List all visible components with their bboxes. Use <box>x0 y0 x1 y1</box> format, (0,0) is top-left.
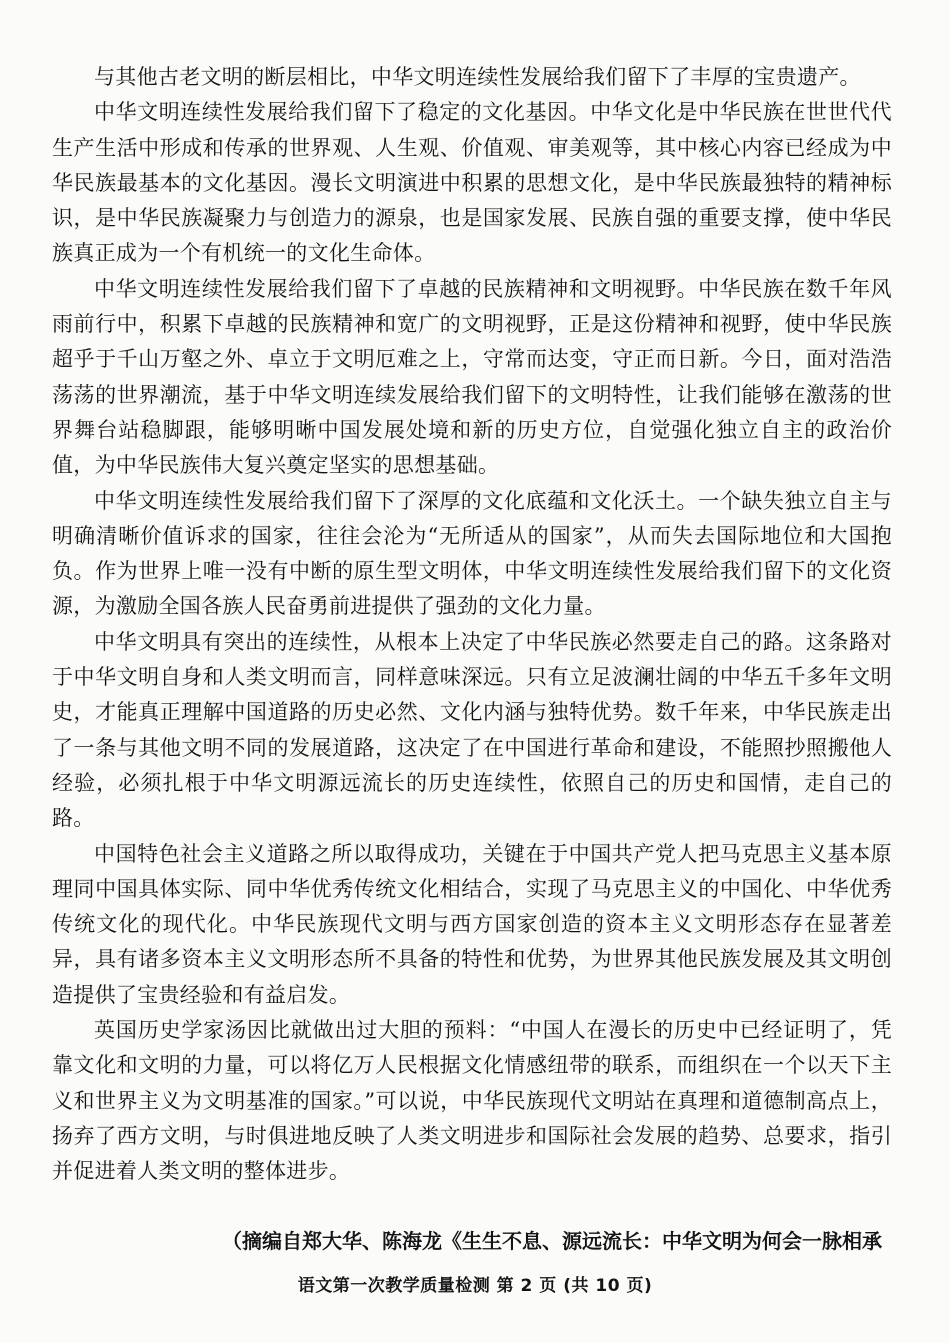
paragraph: 英国历史学家汤因比就做出过大胆的预料：“中国人在漫长的历史中已经证明了，凭靠文化和文明的力量，可以将亿万人民根据文化情感纽带的联系，而组织在一个以天下主义和世界主义为文明基准的国家。”可以说，中华民族现代文明站在真理和道德制高点上，扬弃了西方文明，与时俱进地反映了人类文明进步和国际社会发展的趋势、总要求，指引并促进着人类文明的整体进步。 <box>52 1018 892 1184</box>
paragraph: 中华文明连续性发展给我们留下了深厚的文化底蕴和文化沃土。一个缺失独立自主与明确清晰价值诉求的国家，往往会沦为“无所适从的国家”，从而失去国际地位和大国抱负。作为世界上唯一没有中断的原生型文明体，中华文明连续性发展给我们留下的文化资源，为激励全国各族人民奋勇前进提供了强劲的文化力量。 <box>52 488 892 619</box>
paragraph: 中华文明具有突出的连续性，从根本上决定了中华民族必然要走自己的路。这条路对于中华文明自身和人类文明而言，同样意味深远。只有立足波澜壮阔的中华五千多年文明史，才能真正理解中国道路的历史必然、文化内涵与独特优势。数千年来，中华民族走出了一条与其他文明不同的发展道路，这决定了在中国进行革命和建设，不能照抄照搬他人经验，必须扎根于中华文明源远流长的历史连续性，依照自己的历史和国情，走自己的路。 <box>52 629 892 831</box>
paragraph: 与其他古老文明的断层相比，中华文明连续性发展给我们留下了丰厚的宝贵遗产。 <box>94 65 861 89</box>
source-citation: （摘编自郑大华、陈海龙《生生不息、源远流长：中华文明为何会一脉相承 <box>222 1229 882 1253</box>
paragraph: 中华文明连续性发展给我们留下了卓越的民族精神和文明视野。中华民族在数千年风雨前行中，积累下卓越的民族精神和宽广的文明视野，正是这份精神和视野，使中华民族超乎于千山万壑之外、卓立于文明厄难之上，守常而达变，守正而日新。今日，面对浩浩荡荡的世界潮流，基于中华文明连续发展给我们留下的文明特性，让我们能够在激荡的世界舞台站稳脚跟，能够明晰中国发展处境和新的历史方位，自觉强化独立自主的政治价值，为中华民族伟大复兴奠定坚实的思想基础。 <box>52 276 892 478</box>
article-body <box>52 60 892 1190</box>
paragraph: 中华文明连续性发展给我们留下了稳定的文化基因。中华文化是中华民族在世世代代生产生活中形成和传承的世界观、人生观、价值观、审美观等，其中核心内容已经成为中华民族最基本的文化基因。漫长文明演进中积累的思想文化，是中华民族最独特的精神标识，是中华民族凝聚力与创造力的源泉，也是国家发展、民族自强的重要支撑，使中华民族真正成为一个有机统一的文化生命体。 <box>52 100 892 266</box>
paragraph: 中国特色社会主义道路之所以取得成功，关键在于中国共产党人把马克思主义基本原理同中国具体实际、同中华优秀传统文化相结合，实现了马克思主义的中国化、中华优秀传统文化的现代化。中华民族现代文明与西方国家创造的资本主义文明形态存在显著差异，具有诸多资本主义文明形态所不具备的特性和优势，为世界其他民族发展及其文明创造提供了宝贵经验和有益启发。 <box>52 841 892 1007</box>
page-footer: 语文第一次教学质量检测 第 2 页 (共 10 页) <box>297 1276 653 1296</box>
